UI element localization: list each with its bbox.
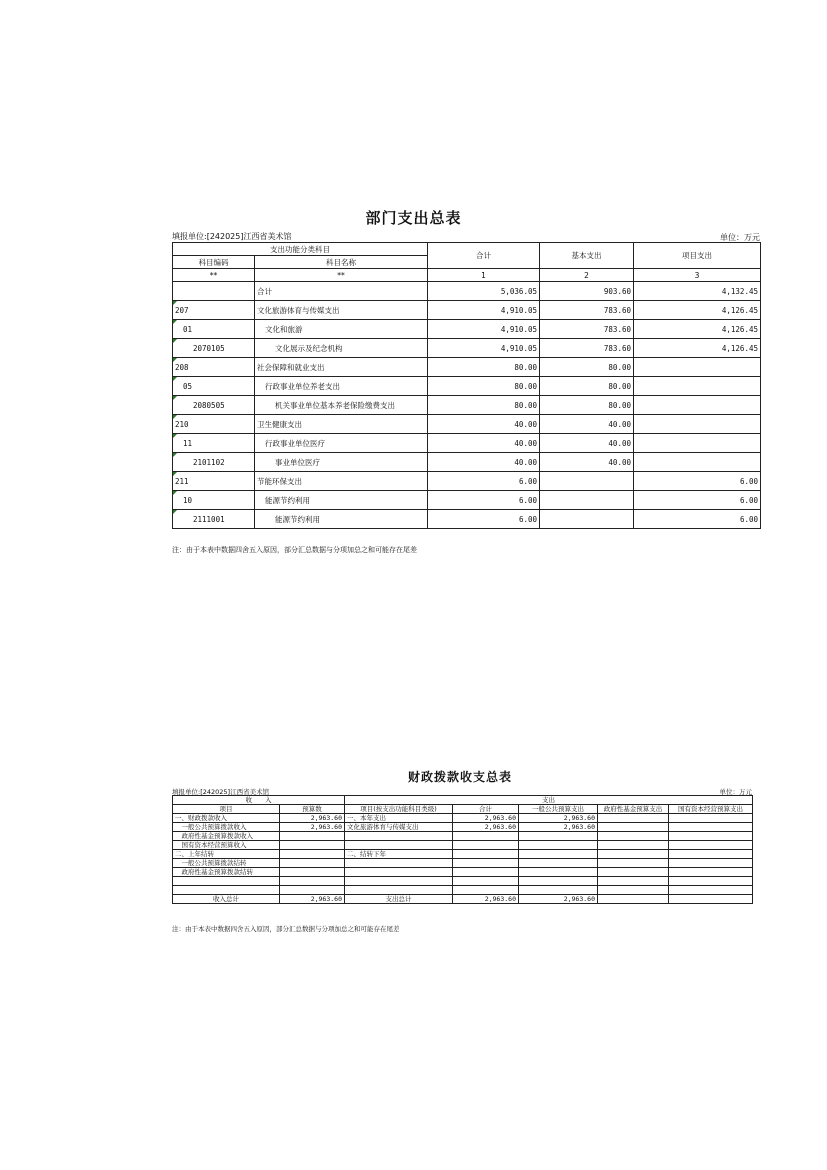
row-income-item: 国有资本经营预算收入 — [173, 841, 280, 850]
dept-expense-table — [172, 242, 761, 529]
total-state-capital — [669, 895, 753, 904]
table-row — [173, 472, 761, 491]
row-income-amount — [280, 832, 345, 841]
row-total — [453, 877, 519, 886]
reporting-unit-label: 填报单位:[242025]江西省美术馆 — [172, 232, 292, 241]
row-total — [453, 841, 519, 850]
table-row — [173, 859, 753, 868]
row-name: 文化旅游体育与传媒支出 — [255, 301, 428, 320]
row-code: 2101102 — [173, 453, 255, 472]
row-income-amount — [280, 859, 345, 868]
row-total — [453, 832, 519, 841]
header-project: 项目支出 — [634, 243, 761, 269]
row-income-amount: 2,963.60 — [280, 814, 345, 823]
row-name: 机关事业单位基本养老保险缴费支出 — [255, 396, 428, 415]
reporting-unit-label-2: 填报单位:[242025]江西省美术馆 — [172, 788, 270, 796]
row-basic — [540, 472, 634, 491]
row-total: 4,910.05 — [428, 339, 540, 358]
row-expense-item — [345, 841, 453, 850]
header-col-2: 2 — [540, 269, 634, 282]
row-name: 卫生健康支出 — [255, 415, 428, 434]
row-expense-item — [345, 832, 453, 841]
table-row — [173, 868, 753, 877]
row-name: 文化展示及纪念机构 — [255, 339, 428, 358]
row-code: 211 — [173, 472, 255, 491]
row-general — [519, 859, 598, 868]
table-row — [173, 377, 761, 396]
row-state-capital — [669, 832, 753, 841]
fiscal-summary-table — [172, 795, 753, 904]
row-name: 行政事业单位医疗 — [255, 434, 428, 453]
row-total: 40.00 — [428, 453, 540, 472]
header-code: 科目编码 — [173, 256, 255, 269]
row-gov-fund — [598, 823, 669, 832]
row-total — [453, 886, 519, 895]
table-row — [173, 877, 753, 886]
row-name: 行政事业单位养老支出 — [255, 377, 428, 396]
row-gov-fund — [598, 886, 669, 895]
row-total: 80.00 — [428, 377, 540, 396]
row-total: 6.00 — [428, 472, 540, 491]
row-income-item — [173, 877, 280, 886]
row-general — [519, 850, 598, 859]
row-gov-fund — [598, 850, 669, 859]
row-code: 05 — [173, 377, 255, 396]
row-income-amount — [280, 841, 345, 850]
row-project: 6.00 — [634, 491, 761, 510]
row-code: 2111001 — [173, 510, 255, 529]
row-basic: 80.00 — [540, 358, 634, 377]
row-state-capital — [669, 886, 753, 895]
row-total: 4,910.05 — [428, 301, 540, 320]
row-state-capital — [669, 877, 753, 886]
row-general — [519, 886, 598, 895]
row-name: 能源节约利用 — [255, 510, 428, 529]
row-total — [453, 868, 519, 877]
row-gov-fund — [598, 877, 669, 886]
unit-label: 单位：万元 — [720, 233, 760, 242]
row-basic: 783.60 — [540, 320, 634, 339]
table-total-row — [173, 895, 753, 904]
table-row — [173, 832, 753, 841]
table-row — [173, 850, 753, 859]
dept-expense-title: 部门支出总表 — [365, 209, 462, 227]
table1-note: 注：由于本表中数据四舍五入原因，部分汇总数据与分项加总之和可能存在尾差 — [172, 546, 417, 554]
row-project — [634, 377, 761, 396]
row-income-item — [173, 886, 280, 895]
row-general: 2,963.60 — [519, 814, 598, 823]
row-gov-fund — [598, 868, 669, 877]
row-expense-item — [345, 886, 453, 895]
row-project — [634, 434, 761, 453]
row-income-item: 一般公共预算拨款结转 — [173, 859, 280, 868]
header-basic: 基本支出 — [540, 243, 634, 269]
row-state-capital — [669, 823, 753, 832]
row-name: 事业单位医疗 — [255, 453, 428, 472]
row-project — [634, 453, 761, 472]
row-gov-fund — [598, 832, 669, 841]
row-income-amount — [280, 886, 345, 895]
row-basic: 903.60 — [540, 282, 634, 301]
table-row — [173, 823, 753, 832]
row-expense-item: 文化旅游体育与传媒支出 — [345, 823, 453, 832]
row-total: 80.00 — [428, 396, 540, 415]
header-star-code: ** — [173, 269, 255, 282]
row-state-capital — [669, 868, 753, 877]
row-total: 40.00 — [428, 434, 540, 453]
row-basic — [540, 491, 634, 510]
row-total: 4,910.05 — [428, 320, 540, 339]
total-expense-general: 2,963.60 — [519, 895, 598, 904]
row-total: 2,963.60 — [453, 814, 519, 823]
row-income-item: 二、上年结转 — [173, 850, 280, 859]
table-row — [173, 814, 753, 823]
row-general — [519, 832, 598, 841]
row-income-amount — [280, 850, 345, 859]
row-project: 6.00 — [634, 510, 761, 529]
row-total: 5,036.05 — [428, 282, 540, 301]
table-row — [173, 491, 761, 510]
row-code: 208 — [173, 358, 255, 377]
table-row — [173, 320, 761, 339]
row-basic: 783.60 — [540, 339, 634, 358]
header-total: 合计 — [453, 805, 519, 814]
row-expense-item: 一、本年支出 — [345, 814, 453, 823]
row-name: 节能环保支出 — [255, 472, 428, 491]
row-total: 80.00 — [428, 358, 540, 377]
row-project: 4,126.45 — [634, 320, 761, 339]
row-gov-fund — [598, 859, 669, 868]
row-income-amount: 2,963.60 — [280, 823, 345, 832]
row-project — [634, 396, 761, 415]
header-col-1: 1 — [428, 269, 540, 282]
total-expense-label: 支出总计 — [345, 895, 453, 904]
row-expense-item — [345, 859, 453, 868]
header-exp-item: 项目(按支出功能科目类级) — [345, 805, 453, 814]
row-state-capital — [669, 841, 753, 850]
table-row — [173, 510, 761, 529]
row-income-item: 政府性基金预算拨款收入 — [173, 832, 280, 841]
row-code: 01 — [173, 320, 255, 339]
row-total: 40.00 — [428, 415, 540, 434]
header-income: 收 入 — [173, 796, 345, 805]
row-income-item: 政府性基金预算拨款结转 — [173, 868, 280, 877]
row-code: 11 — [173, 434, 255, 453]
header-gov-fund: 政府性基金预算支出 — [598, 805, 669, 814]
row-income-item: 一般公共预算拨款收入 — [173, 823, 280, 832]
row-total: 6.00 — [428, 491, 540, 510]
total-gov-fund — [598, 895, 669, 904]
row-basic: 40.00 — [540, 415, 634, 434]
row-basic: 80.00 — [540, 377, 634, 396]
row-project — [634, 358, 761, 377]
unit-label-2: 单位：万元 — [719, 788, 752, 796]
table-row — [173, 453, 761, 472]
total-expense-total: 2,963.60 — [453, 895, 519, 904]
table-row — [173, 282, 761, 301]
row-code — [173, 282, 255, 301]
header-expense: 支出 — [345, 796, 753, 805]
row-basic: 80.00 — [540, 396, 634, 415]
header-state-capital: 国有资本经营预算支出 — [669, 805, 753, 814]
table2-note: 注：由于本表中数据四舍五入原因，部分汇总数据与分项加总之和可能存在尾差 — [172, 925, 400, 933]
row-total — [453, 850, 519, 859]
table-row — [173, 841, 753, 850]
total-income-amount: 2,963.60 — [280, 895, 345, 904]
header-general: 一般公共预算支出 — [519, 805, 598, 814]
table-row — [173, 339, 761, 358]
row-general — [519, 841, 598, 850]
table-row — [173, 415, 761, 434]
row-basic: 783.60 — [540, 301, 634, 320]
table-row — [173, 358, 761, 377]
row-name: 能源节约利用 — [255, 491, 428, 510]
row-project: 4,126.45 — [634, 339, 761, 358]
row-income-amount — [280, 877, 345, 886]
row-expense-item — [345, 877, 453, 886]
row-name: 文化和旅游 — [255, 320, 428, 339]
row-income-item: 一、财政拨款收入 — [173, 814, 280, 823]
total-income-label: 收入总计 — [173, 895, 280, 904]
header-item: 项目 — [173, 805, 280, 814]
row-basic: 40.00 — [540, 434, 634, 453]
row-gov-fund — [598, 814, 669, 823]
row-code: 210 — [173, 415, 255, 434]
header-budget: 预算数 — [280, 805, 345, 814]
row-total: 2,963.60 — [453, 823, 519, 832]
row-expense-item: 二、结转下年 — [345, 850, 453, 859]
row-state-capital — [669, 850, 753, 859]
row-general — [519, 868, 598, 877]
row-project: 6.00 — [634, 472, 761, 491]
header-func-group: 支出功能分类科目 — [173, 243, 428, 256]
row-income-amount — [280, 868, 345, 877]
row-state-capital — [669, 814, 753, 823]
table-row — [173, 396, 761, 415]
fiscal-summary-title: 财政拨款收支总表 — [407, 770, 512, 784]
row-code: 2080505 — [173, 396, 255, 415]
row-basic: 40.00 — [540, 453, 634, 472]
header-star-name: ** — [255, 269, 428, 282]
row-name: 社会保障和就业支出 — [255, 358, 428, 377]
row-state-capital — [669, 859, 753, 868]
table-row — [173, 434, 761, 453]
row-project: 4,126.45 — [634, 301, 761, 320]
row-name: 合计 — [255, 282, 428, 301]
row-code: 207 — [173, 301, 255, 320]
row-expense-item — [345, 868, 453, 877]
row-gov-fund — [598, 841, 669, 850]
table-row — [173, 301, 761, 320]
row-code: 2070105 — [173, 339, 255, 358]
row-total — [453, 859, 519, 868]
row-code: 10 — [173, 491, 255, 510]
row-basic — [540, 510, 634, 529]
row-project: 4,132.45 — [634, 282, 761, 301]
table-row — [173, 886, 753, 895]
row-general: 2,963.60 — [519, 823, 598, 832]
row-total: 6.00 — [428, 510, 540, 529]
row-project — [634, 415, 761, 434]
row-general — [519, 877, 598, 886]
header-total: 合计 — [428, 243, 540, 269]
header-name: 科目名称 — [255, 256, 428, 269]
header-col-3: 3 — [634, 269, 761, 282]
